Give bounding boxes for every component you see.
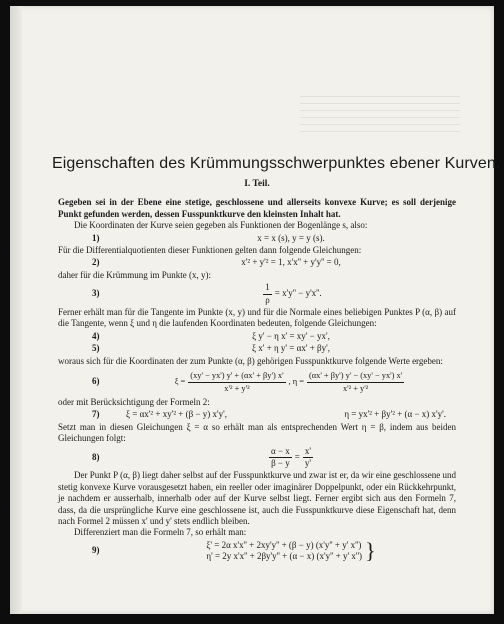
equation-body: ξ x' + η y' = αx' + βy', (252, 343, 330, 354)
equation-body: ξ y' − η x' = xy' − yx', (252, 330, 330, 341)
fraction-left: $\frac{\alpha - x}{\beta - y}$ (271, 445, 290, 468)
equation-7 (58, 409, 456, 420)
paragraph-7: Setzt man in diesen Gleichungen ξ = α so erhält man als entsprechenden Wert η = β, indem aus beiden Gleichungen folgt: (58, 421, 456, 444)
fraction-right: $\frac{x'}{y'}$ (304, 445, 311, 468)
equation-number: 5) (92, 343, 100, 354)
show-through-text (300, 90, 460, 150)
equation-number: 7) (92, 409, 100, 420)
paragraph-9: Differenziert man die Formeln 7, so erhält man: (74, 527, 247, 538)
paragraph-2: Für die Differentialquotienten dieser Funktionen gelten dann folgende Gleichungen: (58, 245, 362, 256)
equation-6: 6) ξ = $\frac{(xy' - yx') y' + (\alpha x' + \beta y') x'}{\text{x'² + y'²}}$ , η = $\frac{(\alpha x' + \beta y') y' - (xy' - yx') x'}{\text{x'² + y'²}}$ (58, 370, 456, 394)
page-title: Eigenschaften des Krümmungsschwerpunktes ebener Kurven. (52, 155, 501, 172)
paragraph-4: Ferner erhält man für die Tangente im Punkte (x, y) und für die Normale eines beliebigen Punktes P (α, β) auf die Tangente, wenn ξ und η die laufenden Koordinaten bedeuten, folgende Gleichungen: (58, 307, 456, 329)
equation-8: 8) $\frac{\alpha - x}{\beta - y}$ = $\frac{x'}{y'}$ (58, 446, 456, 470)
fraction-eta: $\frac{(\alpha x' + \beta y') y' - (xy' - yx') x'}{\text{x'² + y'²}}$ (308, 371, 403, 393)
paragraph-6: oder mit Berücksichtigung der Formeln 2: (58, 396, 210, 407)
equation-body: x = x (s), y = y (s). (257, 232, 325, 243)
equation-5 (58, 343, 456, 354)
equation-number: 4) (92, 330, 100, 341)
equation-eta: η = yx'² + βy'² + (α − x) x'y'. (344, 409, 446, 420)
part-heading: I. Teil. (244, 179, 270, 189)
equation-number: 3) (92, 288, 100, 299)
equation-number: 1) (92, 232, 100, 243)
equation-2 (58, 257, 456, 268)
equation-line: ξ' = 2α x'x'' + 2xy'y'' + (β − y) (x'y'' + y' x'') (206, 539, 362, 550)
equation-number: 8) (92, 451, 100, 462)
equation-body: x'² + y'² = 1, x'x'' + y'y'' = 0, (241, 257, 341, 268)
equation-line: η' = 2y x'x'' + 2βy'y'' + (α − x) (x'y'' + y' x'') (206, 551, 363, 562)
equation-xi: ξ = αx'² + xy'² + (β − y) x'y', (126, 409, 227, 420)
fraction-xi: $\frac{(xy' - yx') y' + (\alpha x' + \beta y') x'}{\text{x'² + y'²}}$ (190, 371, 284, 393)
page-spine-shadow (10, 6, 22, 614)
paragraph-8: Der Punkt P (α, β) liegt daher selbst auf der Fusspunktkurve und zwar ist er, da wir eine geschlossene und stetig konvexe Kurve vorausgesetzt haben, ein reeller oder imaginärer Doppelpunkt, oder ein Rückkehrpunkt, je nachdem er ausserhalb, innerhalb oder auf der Kurve selbst liegt. Ferner ergibt sich aus den Formeln 7, dass, da die ursprüngliche Kurve eine geschlossene ist, auch die Fusspunktkurve diese Eigenschaft hat, denn nach Formel 2 müssen x' und y' stets endlich bleiben. (58, 470, 456, 526)
lead-paragraph: Gegeben sei in der Ebene eine stetige, geschlossene und allerseits konvexe Kurve; es soll derjenige Punkt gefunden werden, dessen Fusspunktkurve den kleinsten Inhalt hat. (58, 197, 456, 219)
equation-9 (58, 540, 456, 563)
equation-4 (58, 331, 456, 342)
paragraph-5: woraus sich für die Koordinaten der zum Punkte (α, β) gehörigen Fusspunktkurve folgende Werte ergeben: (58, 355, 443, 366)
paragraph-3: daher für die Krümmung im Punkte (x, y): (58, 269, 211, 280)
equation-number: 9) (92, 545, 100, 556)
paragraph-1: Die Koordinaten der Kurve seien gegeben als Funktionen der Bogenlänge s, also: (74, 220, 368, 231)
equation-rhs: = x'y'' − y'x''. (274, 288, 322, 299)
equation-number: 6) (92, 376, 100, 387)
equation-number: 2) (92, 257, 100, 268)
fraction: $\frac{1}{\rho}$ (265, 282, 270, 305)
equation-3 (58, 282, 456, 306)
document-body (52, 155, 501, 564)
equation-1 (58, 233, 456, 244)
right-brace: } (365, 538, 376, 564)
